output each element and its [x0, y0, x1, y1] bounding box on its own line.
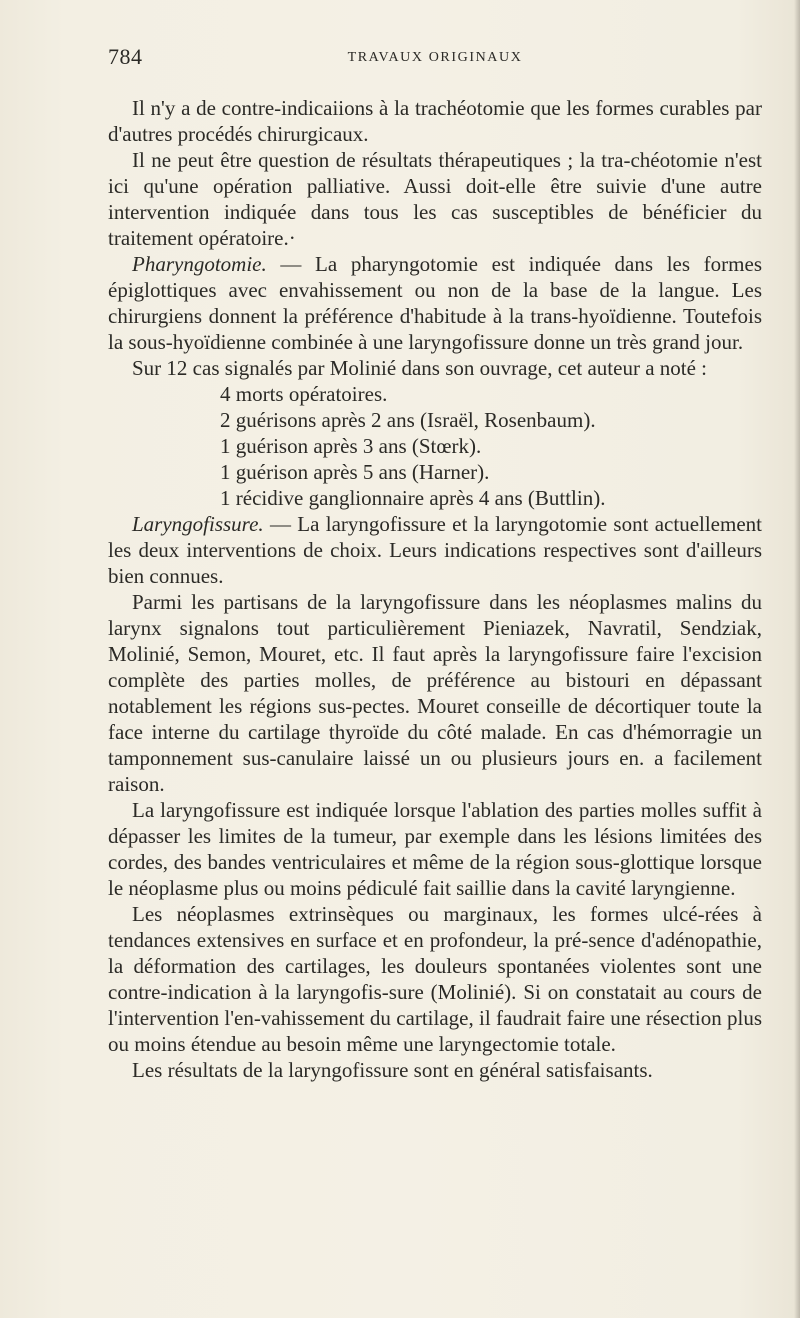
paragraph-resultats: Les résultats de la laryngofissure sont en général satisfaisants.: [132, 1058, 653, 1082]
section-heading-laryngofissure: Laryngofissure.: [132, 512, 264, 536]
running-head: TRAVAUX ORIGINAUX: [347, 50, 523, 65]
paragraph-laryngofissure: [108, 511, 762, 589]
laryngofissure-text: — La laryngofissure et la laryngotomie sont actuellement les deux interventions de choix. Leurs indications respectives sont d'ailleurs bien connues.: [108, 512, 762, 588]
paragraph-pharyngotomie: [108, 251, 762, 355]
paragraph-contre-indications-laryngofissure: Les néoplasmes extrinsèques ou marginaux, les formes ulcé-rées à tendances extensives en surface et en profondeur, la pré-sence d'adénopathie, la déformation des cartilages, les douleurs spontanées violentes sont une contre-indication à la laryngofis-sure (Molinié). Si on constatait au cours de l'intervention l'en-vahissement du cartilage, il faudrait faire une résection plus ou moins étendue au besoin même une laryngectomie totale.: [108, 902, 762, 1056]
page-number: 784: [108, 44, 143, 69]
page-edge-shadow: [794, 0, 800, 1318]
paragraph-molinie-intro: Sur 12 cas signalés par Molinié dans son ouvrage, cet auteur a noté :: [132, 356, 708, 380]
list-item: 1 récidive ganglionnaire après 4 ans (Buttlin).: [220, 486, 606, 510]
paragraph-contre-indications: Il n'y a de contre-indicaiions à la trachéotomie que les formes curables par d'autres procédés chirurgicaux.: [108, 96, 762, 146]
list-item: 4 morts opératoires.: [220, 382, 388, 406]
list-item: 2 guérisons après 2 ans (Israël, Rosenbaum).: [220, 408, 596, 432]
section-heading-pharyngotomie: Pharyngotomie.: [132, 252, 267, 276]
article-body: [108, 95, 762, 1083]
paragraph-indications: La laryngofissure est indiquée lorsque l'ablation des parties molles suffit à dépasser les limites de la tumeur, par exemple dans les lésions limitées des cordes, des bandes ventriculaires et même de la région sous-glottique lorsque le néoplasme plus ou moins pédiculé fait saillie dans la cavité laryngienne.: [108, 798, 762, 900]
page-header: [108, 44, 762, 78]
paragraph-resultats-therapeutiques: Il ne peut être question de résultats thérapeutiques ; la tra-chéotomie n'est ici qu'une opération palliative. Aussi doit-elle être suivie d'une autre intervention indiquée dans tous les cas susceptibles de bénéficier du traitement opératoire.·: [108, 148, 762, 250]
list-item: 1 guérison après 5 ans (Harner).: [220, 460, 490, 484]
molinie-results-list: [108, 381, 762, 511]
pharyngotomie-text: — La pharyngotomie est indiquée dans les formes épiglottiques avec envahissement ou non de la base de la langue. Les chirurgiens donnent la préférence d'habitude à la trans-hyoïdienne. Toutefois la sous-hyoïdienne combinée à une laryngofissure donne un très grand jour.: [108, 252, 762, 354]
list-item: 1 guérison après 3 ans (Stœrk).: [220, 434, 482, 458]
paragraph-partisans: Parmi les partisans de la laryngofissure dans les néoplasmes malins du larynx signalons tout particulièrement Pieniazek, Navratil, Sendziak, Molinié, Semon, Mouret, etc. Il faut après la laryngofissure faire l'excision complète des parties molles, de préférence au bistouri en dépassant notablement les régions sus-pectes. Mouret conseille de décortiquer toute la face interne du cartilage thyroïde du côté malade. En cas d'hémorragie un tamponnement sus-canulaire laissé un ou plusieurs jours en. a facilement raison.: [108, 590, 762, 796]
